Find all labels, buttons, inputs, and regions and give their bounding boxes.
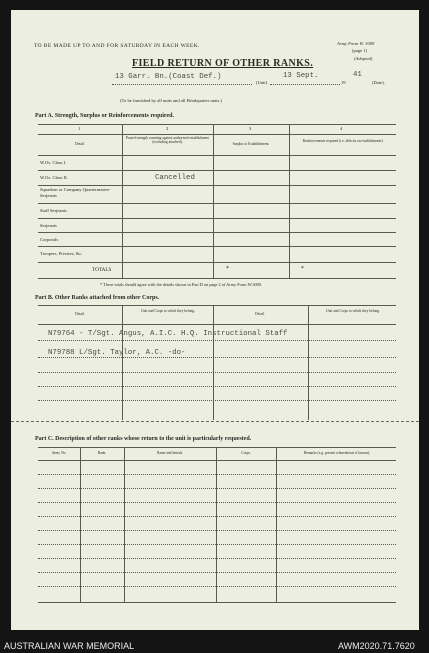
attached-entry-2: N79788 L/Sgt. Taylor, A.C. -do-	[48, 349, 186, 357]
part-b-col-unit-1: Unit and Corps to which they belong.	[141, 309, 195, 313]
part-a-colnum-1: 1	[78, 126, 81, 131]
part-a-colnum-4: 4	[340, 126, 343, 131]
part-b-heading: Part B. Other Ranks attached from other Corps.	[35, 295, 160, 301]
part-c-col-corps: Corps.	[241, 451, 251, 455]
part-b-col-unit-2: Unit and Corps to which they belong.	[326, 309, 380, 313]
totals-star-1: *	[226, 266, 229, 272]
part-a-col-surplus: Surplus to Establishment.	[232, 142, 270, 146]
year-prefix: 19	[341, 80, 346, 85]
form-title: FIELD RETURN OF OTHER RANKS.	[132, 58, 314, 69]
unit-line	[112, 84, 252, 85]
part-c-heading: Part C. Description of other ranks whose return to the unit is particularly requested.	[35, 436, 252, 442]
totals-star-2: *	[301, 266, 304, 272]
year-value: 41	[353, 71, 362, 79]
cancelled-stamp: Cancelled	[155, 174, 195, 182]
date-line	[270, 84, 340, 85]
part-c-col-name: Name and Initials.	[156, 451, 184, 455]
unit-value: 13 Garr. Bn.(Coast Def.)	[115, 73, 222, 81]
row-serjeants: Serjeants	[40, 223, 57, 228]
form-number: Army Form W. 3009	[337, 41, 375, 46]
instruction-text: TO BE MADE UP TO AND FOR SATURDAY IN EACH WEEK.	[34, 43, 200, 49]
unit-label: (Unit)	[256, 80, 268, 85]
part-a-heading: Part A. Strength, Surplus or Reinforcements required.	[35, 113, 174, 119]
part-a-col-reinforcements: Reinforcements required (i.e. deficits on establishment).	[302, 139, 384, 143]
footer-institution: AUSTRALIAN WAR MEMORIAL	[4, 641, 135, 651]
adopted-note: (Adopted)	[354, 56, 373, 61]
row-cqms: Squadron or Company Quartermaster-Serjeants	[40, 187, 111, 198]
part-c-col-army-no: Army No.	[51, 451, 67, 455]
row-wo-class-2: W.Os. Class II.	[40, 175, 68, 180]
totals-label: TOTALS	[92, 267, 112, 273]
row-corporals: Corporals	[40, 237, 59, 242]
part-a-footnote: * These totals should agree with the details shown in Part D on page 2 of Army Form W.3009.	[100, 282, 262, 287]
part-b-col-detail-1: Detail.	[75, 312, 85, 316]
part-b-col-detail-2: Detail.	[255, 312, 265, 316]
part-a-colnum-2: 2	[166, 126, 169, 131]
row-wo-class-1: W.Os. Class I.	[40, 160, 67, 165]
row-staff-serjeants: Staff Serjeants	[40, 208, 67, 213]
footer-accession-number: AWM2020.71.7620	[338, 641, 415, 651]
date-label: (Date).	[372, 80, 385, 85]
page-number: (page 1)	[352, 48, 368, 53]
part-a-col-posted: Posted strength counting against authorised establishment (excluding attached).	[125, 136, 210, 145]
part-c-col-rank: Rank.	[97, 451, 107, 455]
part-a-colnum-3: 3	[249, 126, 252, 131]
furnished-note: (To be furnished by all units and all Headquarter units.)	[120, 98, 222, 103]
form-sheet	[11, 10, 419, 630]
row-troopers: Troopers, Privates, &c.	[40, 251, 83, 256]
part-c-col-remarks: Remarks (e.g. present whereabouts if known).	[303, 451, 371, 455]
part-a-col-detail: Detail.	[75, 142, 85, 146]
attached-entry-1: N79764 - T/Sgt. Angus, A.I.C. H.Q. Instructional Staff	[48, 330, 288, 338]
perforation-line	[11, 421, 419, 422]
date-value: 13 Sept.	[283, 72, 319, 80]
